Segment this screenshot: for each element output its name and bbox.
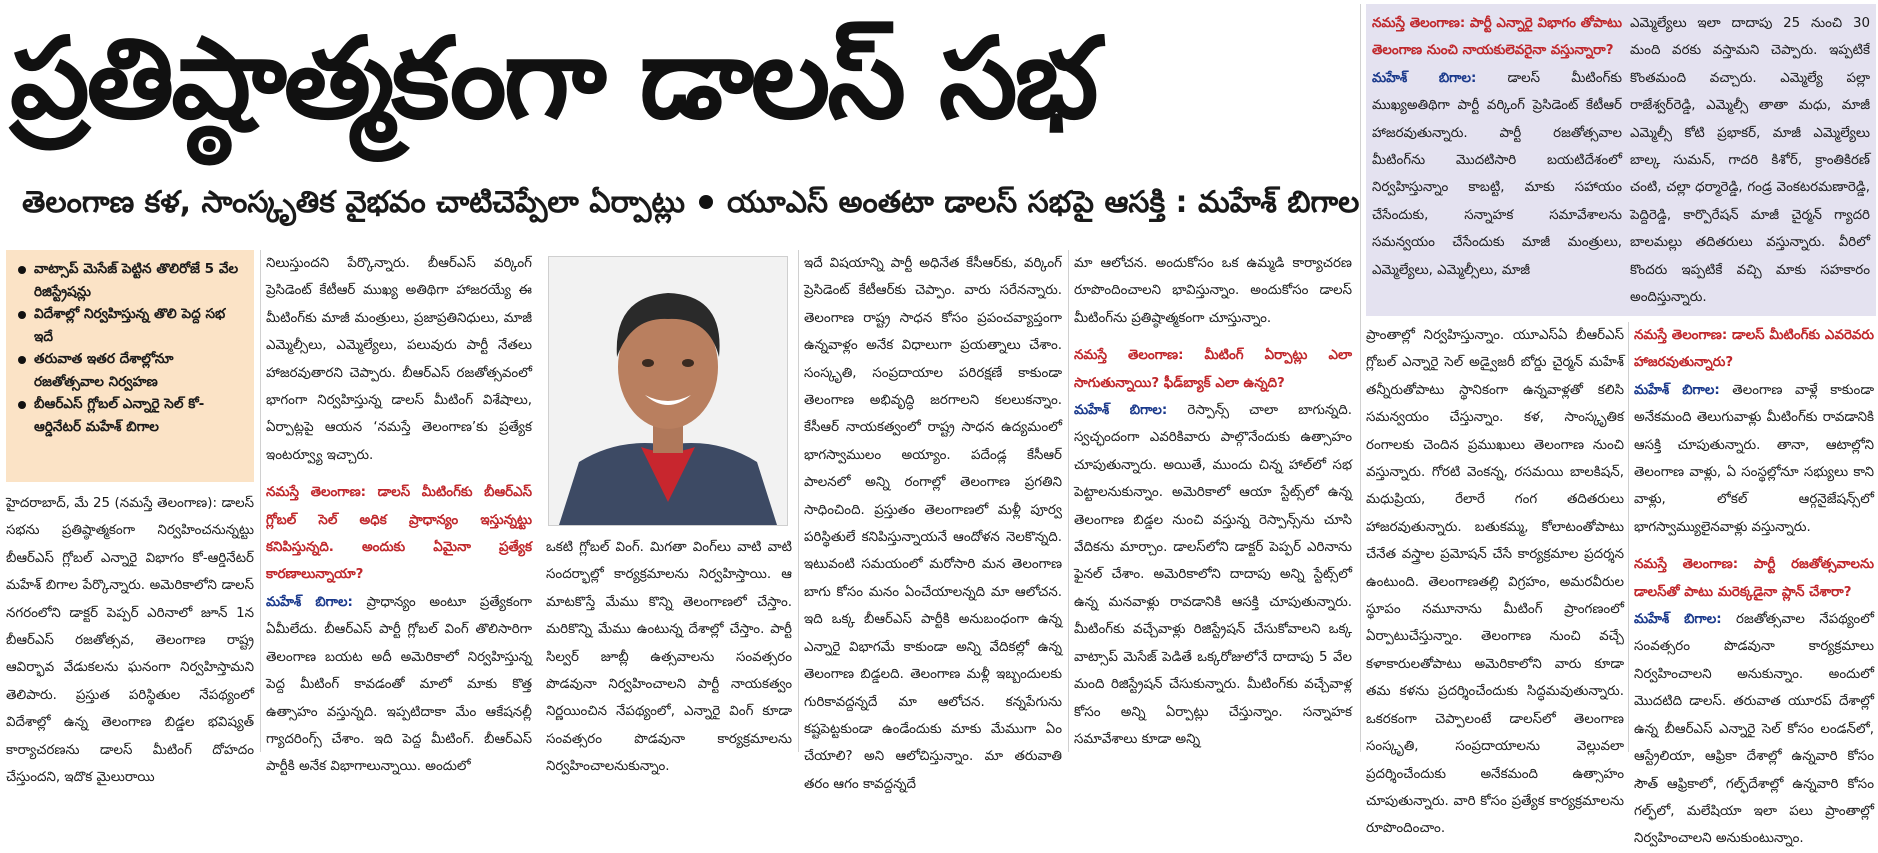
interview-question: నమస్తే తెలంగాణ: డాలస్ మీటింగ్‌కు ఎవరెవరు హాజరవుతున్నారు? [1634,328,1874,371]
interview-answer: మహేశ్ బిగాల: రజతోత్సవాల నేపథ్యంలో సంవత్సరం పొడవునా కార్యక్రమాలు నిర్వహించాలని అనుకున్నాం. అందులో మొదటిది డాలస్. తరువాత యూరప్ దేశాల్లో ఉన్న బీఆర్ఎస్ ఎన్నారై సెల్ కోసం లండన్‌లో, ఆస్ట్రేలియా, ఆఫ్రికా దేశాల్లో ఉన్నవారి కోసం సౌత్ ఆఫ్రికాలో, గల్ఫ్‌దేశాల్లో ఉన్నవారి కోసం గల్ఫ్‌లో, మలేషియా ఇలా పలు ప్రాంతాల్లో నిర్వహించాలని అనుకుంటున్నాం. [1634,612,1874,847]
bullet-icon [18,266,26,274]
highlights-box [6,250,254,482]
column-divider [1628,322,1629,752]
bullet-icon [18,311,26,319]
highlight-item: బీఆర్ఎస్ గ్లోబల్ ఎన్నారై సెల్ కో-ఆర్డినేటర్ మహేశ్ బిగాల [14,393,246,438]
article-paragraph: ప్రాంతాల్లో నిర్వహిస్తున్నాం. యూఎస్‌ఏ బీఆర్ఎస్ గ్లోబల్ ఎన్నారై సెల్ అడ్వైజరీ బోర్డు చైర్మన్ మహేశ్ తన్నీరుతోపాటు స్థానికంగా ఉన్నవాళ్లతో కలిసి సమన్వయం చేస్తున్నాం. కళ, సాంస్కృతిక రంగాలకు చెందిన ప్రముఖులు తెలంగాణ నుంచి వస్తున్నారు. గోరటి వెంకన్న, రసమయి బాలకిషన్, మధుప్రియ, రేలారే గంగ తదితరులు హాజరవుతున్నారు. బతుకమ్మ, కోలాటంతోపాటు చేనేత వస్త్రాల ప్రమోషన్ చేసే కార్యక్రమాల ప్రదర్శన ఉంటుంది. తెలంగాణతల్లి విగ్రహం, అమరవీరుల స్థూపం నమూనాను మీటింగ్ ప్రాంగణంలో ఏర్పాటుచేస్తున్నాం. తెలంగాణ నుంచి వచ్చే కళాకారులతోపాటు అమెరికాలోని వారు కూడా తమ కళను ప్రదర్శించేందుకు సిద్ధమవుతున్నారు. ఒకరకంగా చెప్పాలంటే డాలస్‌లో తెలంగాణ సంస్కృతి, సంప్రదాయాలను వెల్లువలా ప్రదర్శించేందుకు అనేకమంది ఉత్సాహం చూపుతున్నారు. వారి కోసం ప్రత్యేక కార్యక్రమాలను రూపొందించాం. [1366,328,1624,837]
article-paragraph: ఒకటి గ్లోబల్ వింగ్. మిగతా వింగ్‌లు వాటి వాటి సందర్భాల్లో కార్యక్రమాలను నిర్వహిస్తాయి. ఆ మాటకొస్తే మేము కొన్ని తెలంగాణలో చేస్తాం. మరికొన్ని మేము ఉంటున్న దేశాల్లో చేస్తాం. పార్టీ సిల్వర్ జూబ్లీ ఉత్సవాలను సంవత్సరం పొడవునా నిర్వహించాలని పార్టీ నాయకత్వం నిర్ణయించిన నేపథ్యంలో, ఎన్నారై వింగ్ కూడా సంవత్సరం పొడవునా కార్యక్రమాలను నిర్వహించాలనుకున్నాం. [546,540,792,775]
interview-question: నమస్తే తెలంగాణ: పార్టీ రజతోత్సవాలను డాలస్‌తో పాటు మరెక్కడైనా ప్లాన్ చేశారా? [1634,557,1874,600]
interview-question: నమస్తే తెలంగాణ: పార్టీ ఎన్నారై విభాగం తోపాటు తెలంగాణ నుంచి నాయకులెవరైనా వస్తున్నారా? [1372,16,1622,59]
interview-answer: మహేశ్ బిగాల: రెస్పాన్స్ చాలా బాగున్నది. స్వచ్ఛందంగా ఎవరికివారు పాల్గొనేందుకు ఉత్సాహం చూపుతున్నారు. అయితే, ముందు చిన్న హాల్‌లో సభ పెట్టాలనుకున్నాం. అమెరికాలో ఆయా స్టేట్స్‌లో ఉన్న తెలంగాణ బిడ్డల నుంచి వస్తున్న రెస్పాన్స్‌ను చూసి వేదికను మార్చాం. డాలస్‌లోని డాక్టర్ పెప్పర్ ఎరినాను ఫైనల్ చేశాం. అమెరికాలోని దాదాపు అన్ని స్టేట్స్‌లో ఉన్న మనవాళ్లు రావడానికి ఆసక్తి చూపుతున్నారు. మీటింగ్‌కు వచ్చేవాళ్లు రిజిస్ట్రేషన్ చేసుకోవాలని ఒక్క వాట్సాప్ మెసేజ్ పెడితే ఒక్కరోజులోనే దాదాపు 5 వేల మంది రిజిస్ట్రేషన్ చేసుకున్నారు. మీటింగ్‌కు వచ్చేవాళ్ల కోసం అన్ని ఏర్పాట్లు చేస్తున్నాం. సన్నాహక సమావేశాలు కూడా అన్ని [1074,403,1352,747]
portrait-image [549,257,787,525]
column-divider [798,250,799,752]
article-paragraph: నిలుస్తుందని పేర్కొన్నారు. బీఆర్ఎస్ వర్కింగ్ ప్రెసిడెంట్ కేటీఆర్ ముఖ్య అతిథిగా హాజరయ్యే ఈ మీటింగ్‌కు మాజీ మంత్రులు, ప్రజాప్రతినిధులు, మాజీ ఎమ్మెల్సీలు, ఎమ్మెల్యేలు, పలువురు పార్టీ నేతలు హాజరవుతారని చెప్పారు. బీఆర్ఎస్ రజతోత్సవంలో భాగంగా నిర్వహిస్తున్న డాలస్ మీటింగ్ విశేషాలు, ఏర్పాట్లపై ఆయన ‘నమస్తే తెలంగాణ’కు ప్రత్యేక ఇంటర్వ్యూ ఇచ్చారు. [266,256,532,463]
sidebar-column-1 [1372,10,1622,314]
highlight-item: తరువాత ఇతర దేశాల్లోనూ రజతోత్సవాల నిర్వహణ [14,348,246,393]
article-paragraph: ఎమ్మెల్యేలు ఇలా దాదాపు 25 నుంచి 30 మంది వరకు వస్తామని చెప్పారు. ఇప్పటికే కొంతమంది వచ్చారు. ఎమ్మెల్యే పల్లా రాజేశ్వర్‌రెడ్డి, ఎమ్మెల్సీ తాతా మధు, మాజీ ఎమ్మెల్సీ కోటి ప్రభాకర్, మాజీ ఎమ్మెల్యేలు బాల్క సుమన్, గాదరి కిశోర్, క్రాంతికిరణ్ చంటి, చల్లా ధర్మారెడ్డి, గండ్ర వెంకటరమణారెడ్డి, పెద్దిరెడ్డి, కార్పొరేషన్ మాజీ చైర్మన్ గ్యాదరి బాలమల్లు తదితరులు వస్తున్నారు. వీరిలో కొందరు ఇప్పటికే వచ్చి మాకు సహకారం అందిస్తున్నారు. [1630,16,1870,306]
article-column-6 [1366,322,1624,837]
subheadline [22,178,1362,228]
interview-question: నమస్తే తెలంగాణ: డాలస్ మీటింగ్‌కు బీఆర్ఎస్ గ్లోబల్ సెల్ అధిక ప్రాధాన్యం ఇస్తున్నట్టు కనిపిస్తున్నది. అందుకు ఏమైనా ప్రత్యేక కారణాలున్నాయా? [266,485,532,583]
article-column-5 [1074,250,1352,752]
interview-answer: మహేశ్ బిగాల: తెలంగాణ వాళ్లే కాకుండా అనేకమంది తెలుగువాళ్లు మీటింగ్‌కు రావడానికి ఆసక్తి చూపుతున్నారు. తానా, ఆటాల్లోని తెలంగాణ వాళ్లు, ఏ సంస్థల్లోనూ సభ్యులు కాని వాళ్లు, లోకల్ ఆర్గనైజేషన్స్‌లో భాగస్వామ్యులైనవాళ్లు వస్తున్నారు. [1634,382,1874,535]
sidebar-column-2 [1630,10,1870,314]
column-divider [1068,250,1069,752]
headline: ప్రతిష్ఠాత్మకంగా డాలస్ సభ [10,14,1096,144]
article-column-2 [266,250,532,775]
portrait-photo [548,256,788,526]
column-divider [1360,4,1361,752]
interview-answer: మహేశ్ బిగాల: డాలస్ మీటింగ్‌కు ముఖ్యఅతిథిగా పార్టీ వర్కింగ్ ప్రెసిడెంట్ కేటీఆర్ హాజరవుతున్నారు. పార్టీ రజతోత్సవాల మీటింగ్‌ను మొదటిసారి బయటిదేశంలో నిర్వహిస్తున్నాం కాబట్టి, మాకు సహాయం చేసేందుకు, సన్నాహక సమావేశాలను సమన్వయం చేసేందుకు మాజీ మంత్రులు, ఎమ్మెల్యేలు, ఎమ్మెల్సీలు, మాజీ [1372,70,1622,278]
bullet-icon [18,356,26,364]
article-paragraph: ఇదే విషయాన్ని పార్టీ అధినేత కేసీఆర్‌కు, వర్కింగ్ ప్రెసిడెంట్ కేటీఆర్‌కు చెప్పాం. వారు సరేనన్నారు. తెలంగాణ రాష్ట్ర సాధన కోసం ప్రపంచవ్యాప్తంగా ఉన్నవాళ్లం అనేక విధాలుగా ప్రయత్నాలు చేశాం. సంస్కృతి, సంప్రదాయాల పరిరక్షణే కాకుండా తెలంగాణ అభివృద్ధి జరగాలని కలలుకన్నాం. కేసీఆర్ నాయకత్వంలో రాష్ట్ర సాధన ఉద్యమంలో భాగస్వాములం అయ్యాం. పదేండ్ల కేసీఆర్ పాలనలో అన్ని రంగాల్లో తెలంగాణ ప్రగతిని సాధించింది. ప్రస్తుతం తెలంగాణలో మళ్లీ పూర్వ పరిస్థితులే కనిపిస్తున్నాయనే ఆందోళన నెలకొన్నది. ఇటువంటి సమయంలో మరోసారి మన తెలంగాణ బాగు కోసం మనం ఏంచేయాలన్నది మా ఆలోచన. ఇది ఒక్క బీఆర్ఎస్ పార్టీకి అనుబంధంగా ఉన్న ఎన్నారై విభాగమే కాకుండా అన్ని వేదికల్లో ఉన్న తెలంగాణ బిడ్డలది. తెలంగాణ మళ్లీ ఇబ్బందులకు గురికావద్దన్నదే మా ఆలోచన. కన్నపేగును కష్టపెట్టకుండా ఉండేందుకు మాకు మేముగా ఏం చేయాలి? అని ఆలోచిస్తున్నాం. మా తరువాతి తరం ఆగం కావద్దన్నదే [804,256,1062,792]
interview-answer: మహేశ్ బిగాల: ప్రాధాన్యం అంటూ ప్రత్యేకంగా ఏమీలేదు. బీఆర్ఎస్ పార్టీ గ్లోబల్ వింగ్ తొలిసారిగా తెలంగాణ బయట అదీ అమెరికాలో నిర్వహిస్తున్న పెద్ద మీటింగ్ కావడంతో మాలో మాకు కొత్త ఉత్సాహం వస్తున్నది. ఇప్పటిదాకా మేం ఆకేషనల్లీ గ్యాదరింగ్స్ చేశాం. ఇది పెద్ద మీటింగ్. బీఆర్ఎస్ పార్టీకి అనేక విభాగాలున్నాయి. అందులో [266,594,532,775]
article-column-7 [1634,322,1874,847]
article-paragraph: మా ఆలోచన. అందుకోసం ఒక ఉమ్మడి కార్యాచరణ రూపొందించాలని భావిస్తున్నాం. అందుకోసం డాలస్ మీటింగ్‌ను ప్రతిష్ఠాత్మకంగా చూస్తున్నాం. [1074,256,1352,326]
subheadline-part-2: యూఎస్ అంతటా డాలస్ సభపై ఆసక్తి : మహేశ్ బిగాల [727,185,1360,220]
article-intro: హైదరాబాద్, మే 25 (నమస్తే తెలంగాణ): డాలస్ సభను ప్రతిష్ఠాత్మకంగా నిర్వహించనున్నట్టు బీఆర్ఎస్ గ్లోబల్ ఎన్నారై విభాగం కో-ఆర్డినేటర్ మహేశ్ బిగాల పేర్కొన్నారు. అమెరికాలోని డాలస్ నగరంలోని డాక్టర్ పెప్పర్ ఎరినాలో జూన్ 1న బీఆర్ఎస్ రజతోత్సవ, తెలంగాణ రాష్ట్ర ఆవిర్భావ వేడుకలను ఘనంగా నిర్వహిస్తామని తెలిపారు. ప్రస్తుత పరిస్థితుల నేపథ్యంలో విదేశాల్లో ఉన్న తెలంగాణ బిడ్డల భవిష్యత్ కార్యాచరణను డాలస్ మీటింగ్ దోహదం చేస్తుందని, ఇదొక మైలురాయి [6,496,254,786]
article-column-1 [6,490,254,786]
bullet-icon [18,401,26,409]
article-column-4 [804,250,1062,792]
bullet-dot-icon [699,195,713,209]
column-divider [260,250,261,752]
highlight-item: విదేశాల్లో నిర్వహిస్తున్న తొలి పెద్ద సభ ఇదే [14,303,246,348]
highlight-item: వాట్సాప్ మెసేజ్ పెట్టిన తొలిరోజే 5 వేల రిజిస్ట్రేషన్లు [14,258,246,303]
interview-question: నమస్తే తెలంగాణ: మీటింగ్ ఏర్పాట్లు ఎలా సాగుతున్నాయి? ఫీడ్‌బ్యాక్ ఎలా ఉన్నది? [1074,348,1352,391]
article-column-3 [546,534,792,775]
subheadline-part-1: తెలంగాణ కళ, సాంస్కృతిక వైభవం చాటిచెప్పేలా ఏర్పాట్లు [22,185,686,220]
